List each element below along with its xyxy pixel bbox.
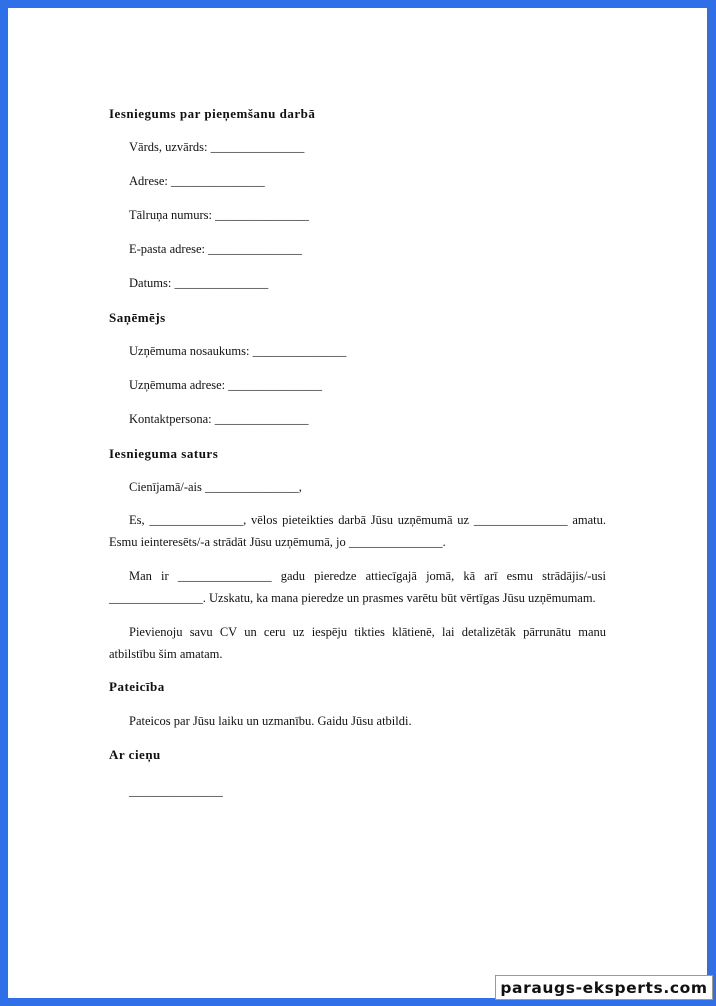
document-page bbox=[8, 8, 707, 998]
applicant-email-field: E-pasta adrese: _______________ bbox=[129, 242, 302, 256]
closing-heading: Ar cieņu bbox=[109, 747, 161, 762]
signature-line: _______________ bbox=[129, 784, 223, 798]
applicant-date-field: Datums: _______________ bbox=[129, 276, 269, 290]
applicant-name-field: Vārds, uzvārds: _______________ bbox=[129, 140, 305, 154]
watermark-label: paraugs-eksperts.com bbox=[495, 975, 713, 1000]
paragraph-application: Es, _______________, vēlos pieteikties darbā Jūsu uzņēmumā uz _______________ amatu. Esmu ieinteresēts/-a strādāt Jūsu uzņēmumā, jo _______________. bbox=[109, 513, 606, 549]
content-heading: Iesnieguma saturs bbox=[109, 446, 219, 461]
company-address-field: Uzņēmuma adrese: _______________ bbox=[129, 378, 323, 392]
document-body bbox=[109, 105, 606, 800]
applicant-phone-field: Tālruņa numurs: _______________ bbox=[129, 208, 309, 222]
applicant-address-field: Adrese: _______________ bbox=[129, 174, 265, 188]
paragraph-cv: Pievienoju savu CV un ceru uz iespēju tikties klātienē, lai detalizētāk pārrunātu manu atbilstību šim amatam. bbox=[109, 625, 606, 661]
thanks-heading: Pateicība bbox=[109, 679, 165, 694]
thanks-text: Pateicos par Jūsu laiku un uzmanību. Gaidu Jūsu atbildi. bbox=[129, 714, 412, 728]
document-title: Iesniegums par pieņemšanu darbā bbox=[109, 106, 316, 121]
paragraph-experience: Man ir _______________ gadu pieredze attiecīgajā jomā, kā arī esmu strādājis/-usi _______________. Uzskatu, ka mana pieredze un prasmes varētu būt vērtīgas Jūsu uzņēmumam. bbox=[109, 569, 606, 605]
company-name-field: Uzņēmuma nosaukums: _______________ bbox=[129, 344, 347, 358]
contact-person-field: Kontaktpersona: _______________ bbox=[129, 412, 309, 426]
recipient-heading: Saņēmējs bbox=[109, 310, 166, 325]
salutation: Cienījamā/-ais _______________, bbox=[129, 480, 302, 494]
